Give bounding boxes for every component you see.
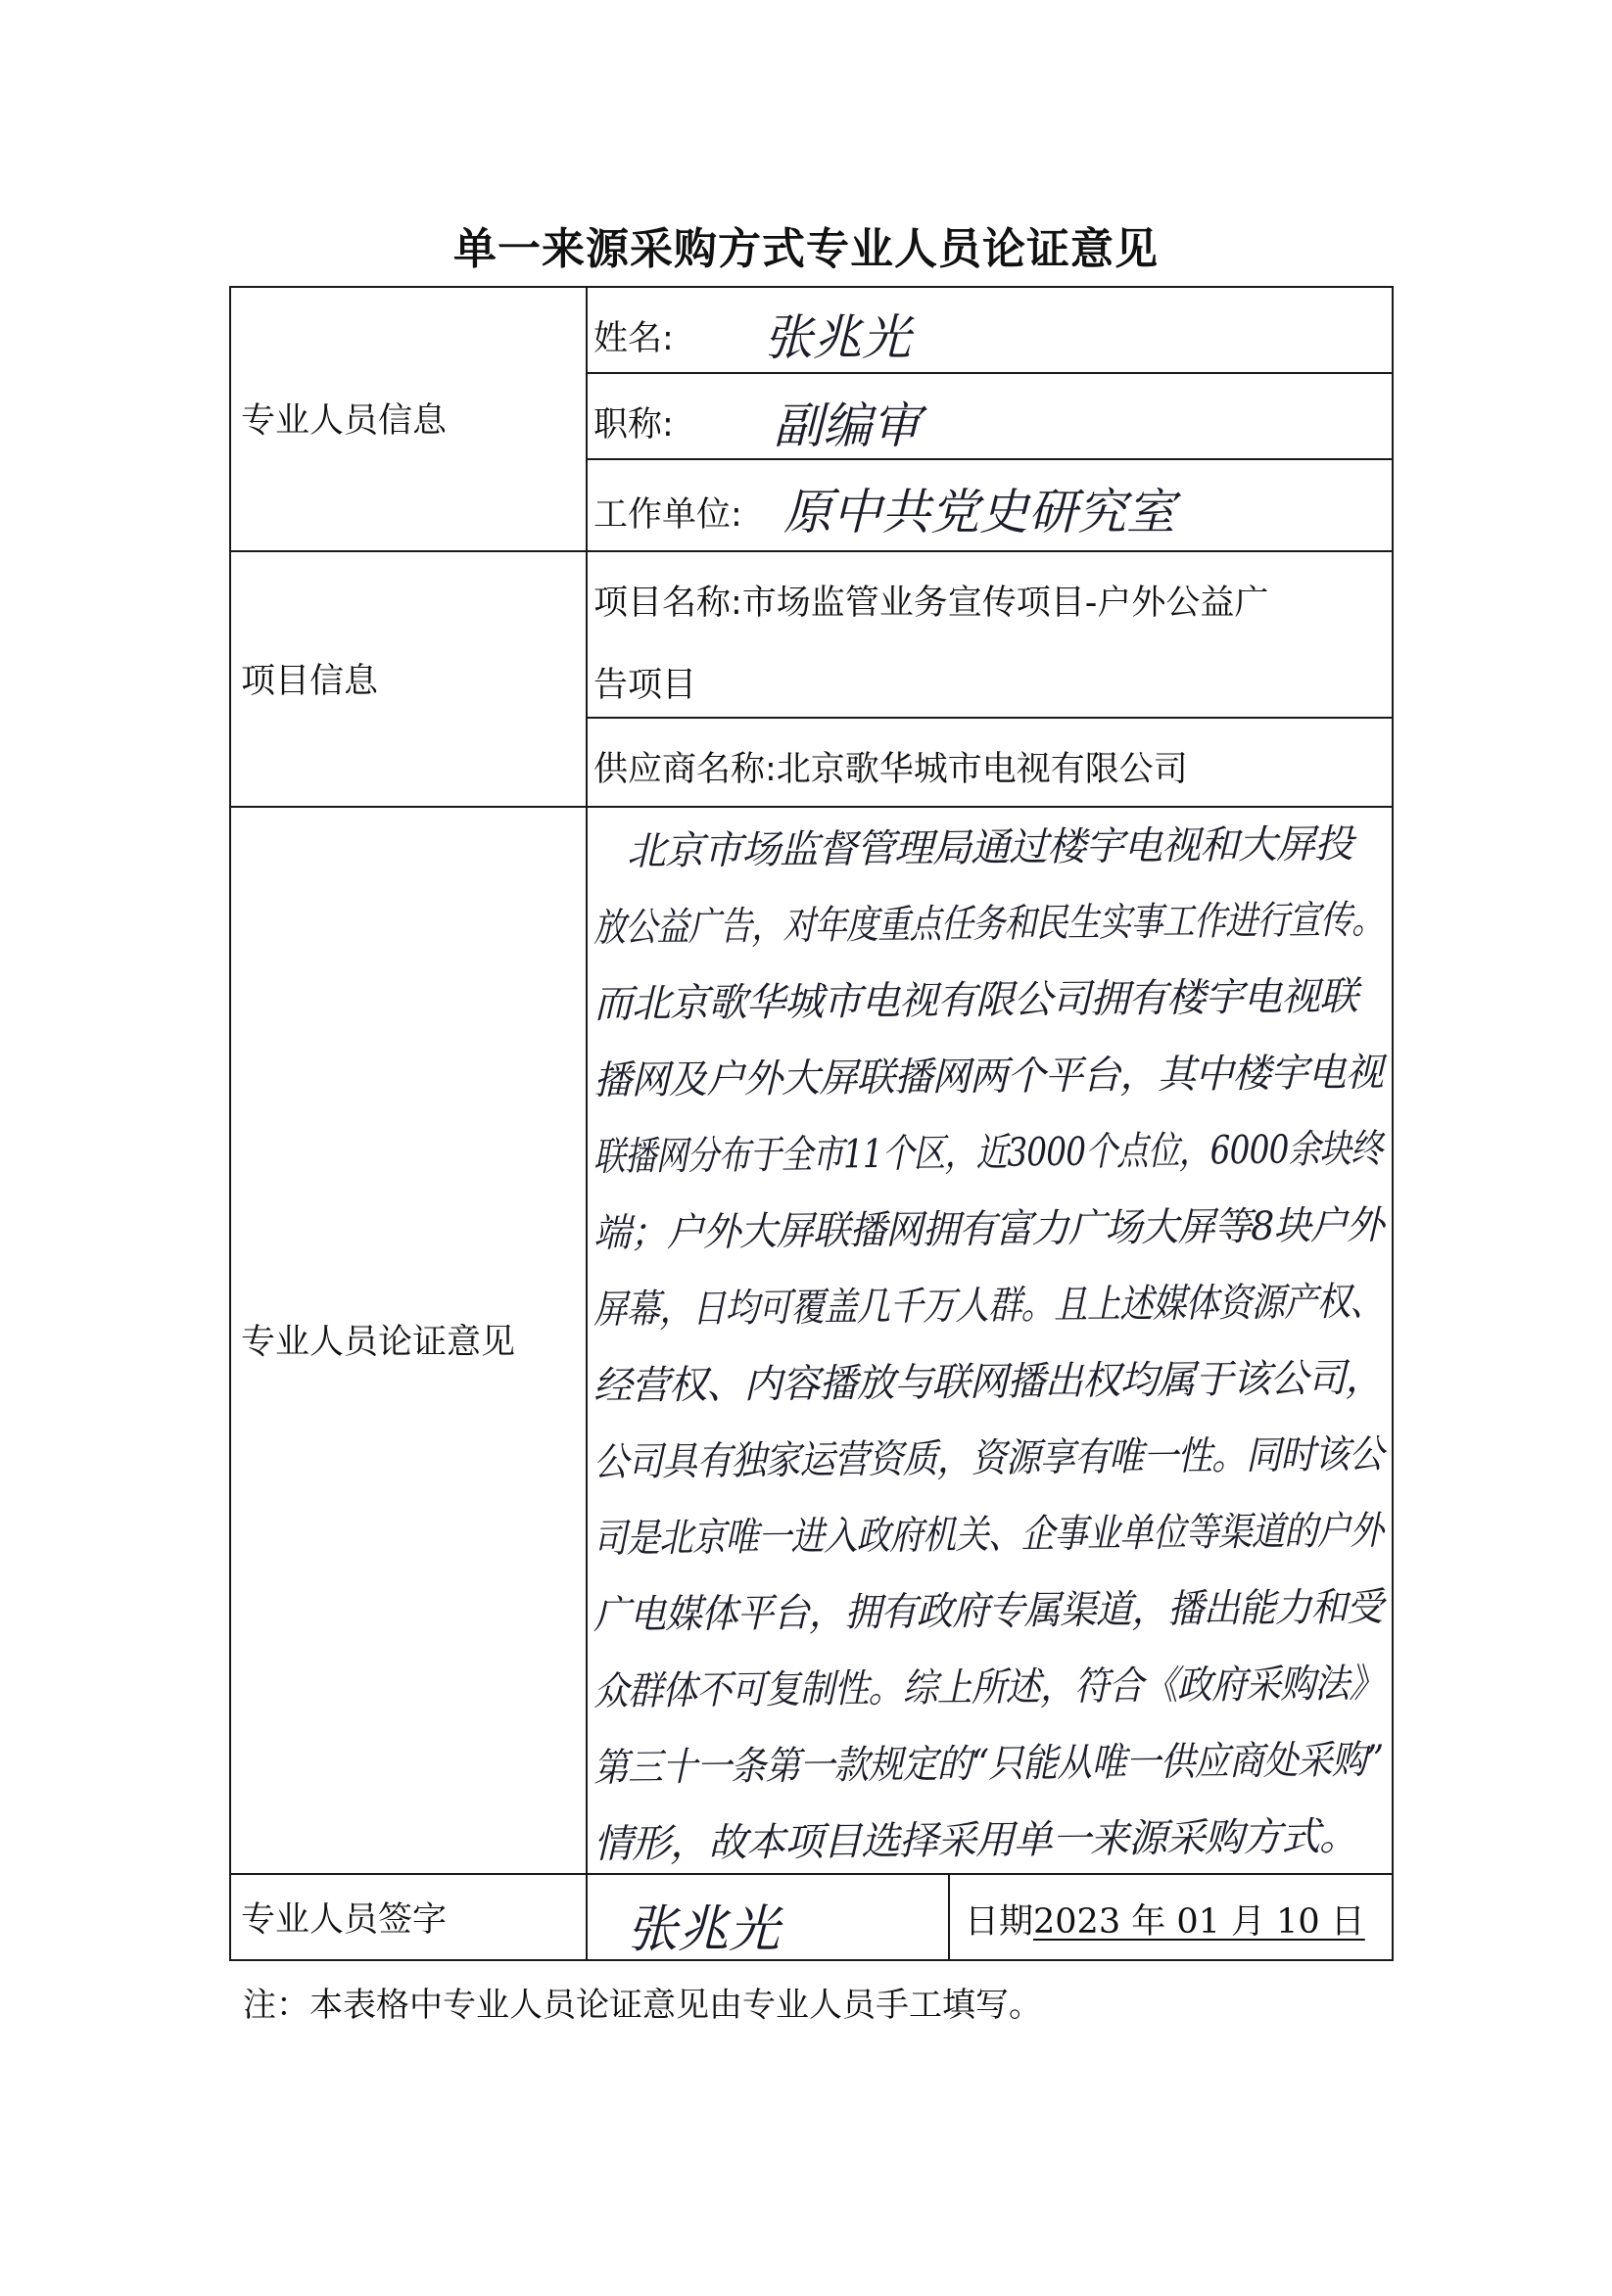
column-divider [586, 286, 588, 1961]
date-value: 2023 年 01 月 10 日 [1033, 1902, 1365, 1942]
table-border-right [1392, 286, 1394, 1961]
section-label-project: 项目信息 [241, 661, 379, 701]
opinion-line: 端；户外大屏联播网拥有富力广场大屏等8块户外 [593, 1202, 1384, 1256]
section-label-signature: 专业人员签字 [241, 1900, 448, 1940]
footnote: 注：本表格中专业人员论证意见由专业人员手工填写。 [243, 1986, 1042, 2025]
table-border-left [229, 286, 231, 1961]
opinion-line: 联播网分布于全市11个区，近3000个点位，6000余块终 [593, 1126, 1383, 1180]
opinion-line: 经营权、内容播放与联网播出权均属于该公司， [593, 1355, 1384, 1409]
project-name-label-text: 项目名称: [593, 584, 742, 623]
opinion-line: 司是北京唯一进入政府机关、企事业单位等渠道的户外 [593, 1508, 1384, 1562]
opinion-line: 放公益广告，对年度重点任务和民生实事工作进行宣传。 [593, 897, 1384, 951]
row-divider [586, 717, 1394, 719]
unit-handwritten: 原中共党史研究室 [783, 484, 1175, 540]
position-label: 职称: [593, 405, 674, 445]
document-title: 单一来源采购方式专业人员论证意见 [453, 224, 1159, 274]
opinion-line: 众群体不可复制性。综上所述，符合《政府采购法》 [593, 1661, 1384, 1714]
project-name-label [593, 576, 1268, 625]
opinion-line: 情形，故本项目选择采用单一来源采购方式。 [593, 1813, 1358, 1867]
date-label: 日期 [965, 1902, 1034, 1942]
opinion-line: 而北京歌华城市电视有限公司拥有楼宇电视联 [593, 973, 1358, 1027]
opinion-line: 公司具有独家运营资质，资源享有唯一性。同时该公 [593, 1431, 1384, 1485]
name-label: 姓名: [593, 319, 674, 358]
section-label-personnel: 专业人员信息 [241, 401, 448, 441]
opinion-line: 广电媒体平台，拥有政府专属渠道，播出能力和受 [593, 1584, 1383, 1638]
date-divider [948, 1873, 950, 1961]
date-field [965, 1895, 1365, 1944]
section-label-opinion: 专业人员论证意见 [241, 1323, 516, 1362]
row-divider [586, 458, 1394, 460]
position-handwritten: 副编审 [774, 398, 921, 454]
opinion-line: 第三十一条第一款规定的“只能从唯一供应商处采购” [593, 1737, 1384, 1791]
row-divider [586, 372, 1394, 374]
opinion-line: 播网及户外大屏联播网两个平台，其中楼宇电视 [593, 1050, 1384, 1103]
project-name-value: 市场监管业务宣传项目-户外公益广 [741, 584, 1269, 623]
supplier-value: 北京歌华城市电视有限公司 [776, 750, 1188, 789]
signature-handwritten: 张兆光 [627, 1900, 781, 1959]
opinion-line: 北京市场监督管理局通过楼宇电视和大屏投 [626, 821, 1353, 874]
unit-label: 工作单位: [593, 495, 742, 535]
supplier-label: 供应商名称: [593, 750, 777, 789]
supplier-row [593, 742, 1188, 791]
opinion-line: 屏幕，日均可覆盖几千万人群。且上述媒体资源产权、 [593, 1279, 1384, 1333]
project-name-value-line2: 告项目 [593, 666, 697, 705]
name-handwritten: 张兆光 [764, 309, 911, 366]
